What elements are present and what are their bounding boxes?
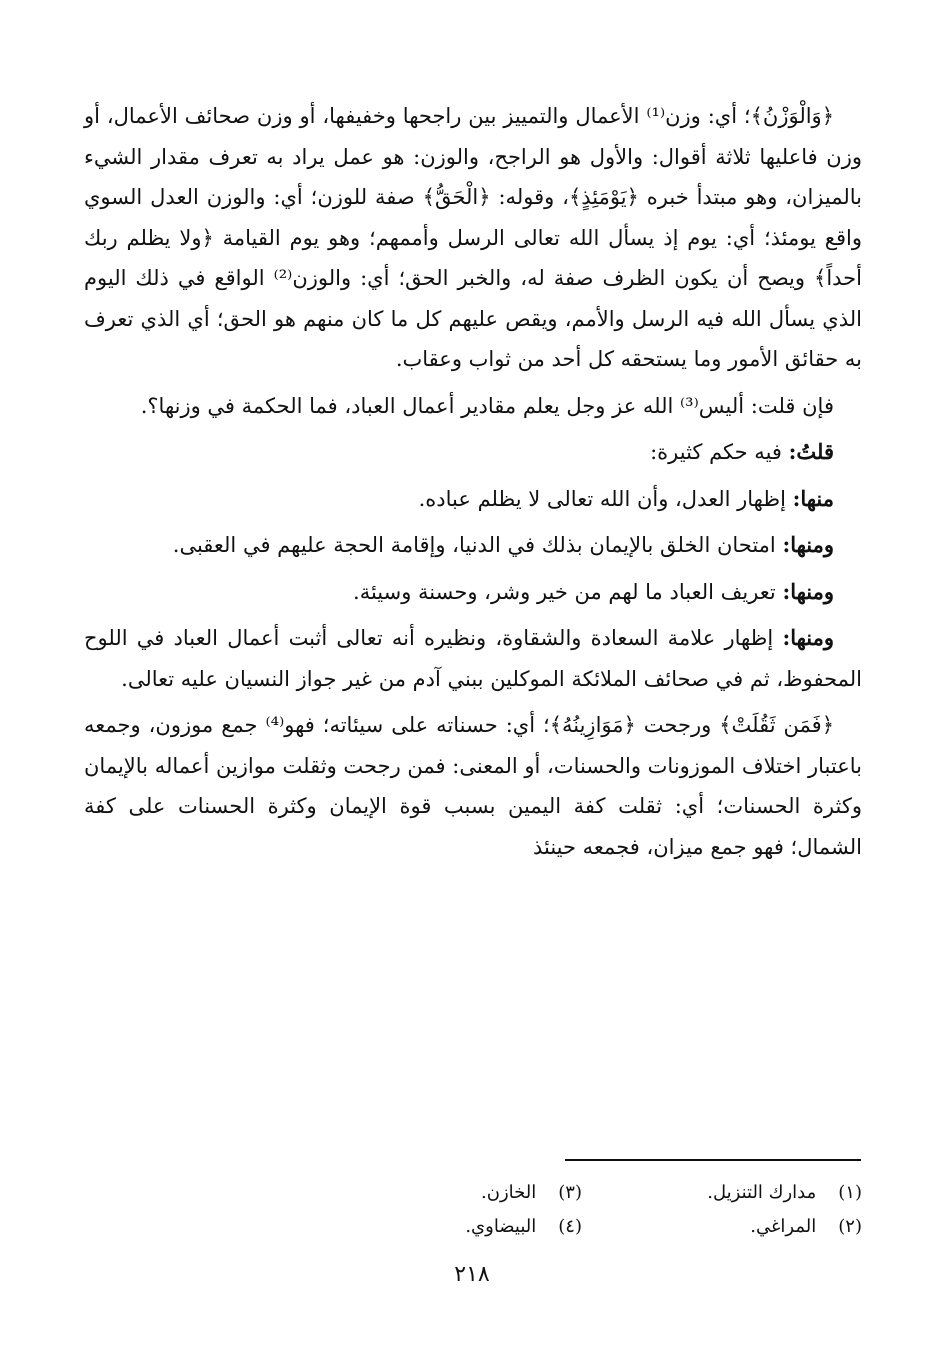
paragraph-text: فيه حكم كثيرة:	[650, 440, 789, 464]
footnote-item	[582, 1210, 862, 1244]
footnote-item	[582, 1176, 862, 1210]
paragraph-lead: ومنها:	[782, 625, 834, 650]
paragraph-lead: منها:	[792, 485, 834, 511]
paragraph-lead: ومنها:	[782, 578, 834, 604]
paragraph	[84, 618, 862, 699]
footnote-text: مدارك التنزيل.	[707, 1182, 817, 1203]
footnote-text: المراغي.	[750, 1216, 817, 1237]
footnote-item	[300, 1176, 582, 1210]
paragraph	[84, 96, 862, 380]
paragraph-text: إظهار العدل، وأن الله تعالى لا يظلم عباده.	[418, 486, 793, 511]
paragraph	[84, 705, 862, 867]
paragraph-lead: ومنها:	[782, 532, 834, 557]
footnote-text: البيضاوي.	[465, 1216, 537, 1237]
paragraph-lead: قلتُ:	[788, 439, 834, 464]
paragraph	[84, 386, 862, 427]
paragraph-text: ﴿وَالْوَزْنُ﴾؛ أي: وزن⁽¹⁾ الأعمال والتمييز بين راجحها وخفيفها، أو وزن صحائف الأعمال، أو وزن فاعليها ثلاثة أقوال: والأول هو الراجح، والوزن: هو عمل يراد به تعرف مقدار الشيء بالميزان، وهو مبتدأ خبره ﴿يَوْمَئِذٍ﴾، وقوله: ﴿الْحَقُّ﴾ صفة للوزن؛ أي: والوزن العدل السوي واقع يومئذ؛ أي: يوم إذ يسأل الله تعالى الرسل وأممهم؛ وهو يوم القيامة ﴿ولا يظلم ربك أحداً﴾ ويصح أن يكون الظرف صفة له، والخبر الحق؛ أي: والوزن⁽²⁾ الواقع في ذلك اليوم الذي يسأل الله فيه الرسل والأمم، ويقص عليهم كل ما كان منهم هو الحق؛ أي الذي تعرف به حقائق الأمور وما يستحقه كل أحد من ثواب وعقاب.	[84, 104, 862, 371]
paragraph-text: فإن قلت: أليس⁽³⁾ الله عز وجل يعلم مقادير أعمال العباد، فما الحكمة في وزنها؟.	[140, 393, 834, 418]
footnote-number: (٢)	[838, 1216, 862, 1237]
footnote-divider	[565, 1159, 861, 1161]
footnote-number: (٤)	[558, 1216, 582, 1237]
page-number: ٢١٨	[454, 1262, 490, 1287]
footnote-item	[300, 1210, 582, 1244]
paragraph-text: تعريف العباد ما لهم من خير وشر، وحسنة وسيئة.	[353, 579, 783, 604]
paragraph	[84, 572, 862, 613]
footnote-number: (١)	[838, 1182, 862, 1203]
paragraph	[84, 525, 862, 566]
paragraph-text: ﴿فَمَن ثَقُلَتْ﴾ ورجحت ﴿مَوَازِينُهُ﴾؛ أي: حسناته على سيئاته؛ فهو⁽⁴⁾ جمع موزون، وجمعه باعتبار اختلاف الموزونات والحسنات، أو المعنى: فمن رجحت وثقلت موازين أعماله بالإيمان وكثرة الحسنات؛ أي: ثقلت كفة اليمين بسبب قوة الإيمان وكثرة الحسنات على كفة الشمال؛ فهو جمع ميزان، فجمعه حينئذ	[84, 713, 862, 859]
paragraph	[84, 479, 862, 520]
footnote-number: (٣)	[558, 1182, 582, 1203]
paragraph-text: امتحان الخلق بالإيمان بذلك في الدنيا، وإقامة الحجة عليهم في العقبى.	[172, 533, 783, 557]
paragraph-text: إظهار علامة السعادة والشقاوة، ونظيره أنه تعالى أثبت أعمال العباد في اللوح المحفوظ، ثم في صحائف الملائكة الموكلين ببني آدم من غير جواز النسيان عليه تعالى.	[84, 626, 862, 691]
main-text	[84, 96, 862, 867]
paragraph	[84, 432, 862, 473]
footnotes	[300, 1176, 862, 1244]
footnote-text: الخازن.	[481, 1182, 537, 1203]
